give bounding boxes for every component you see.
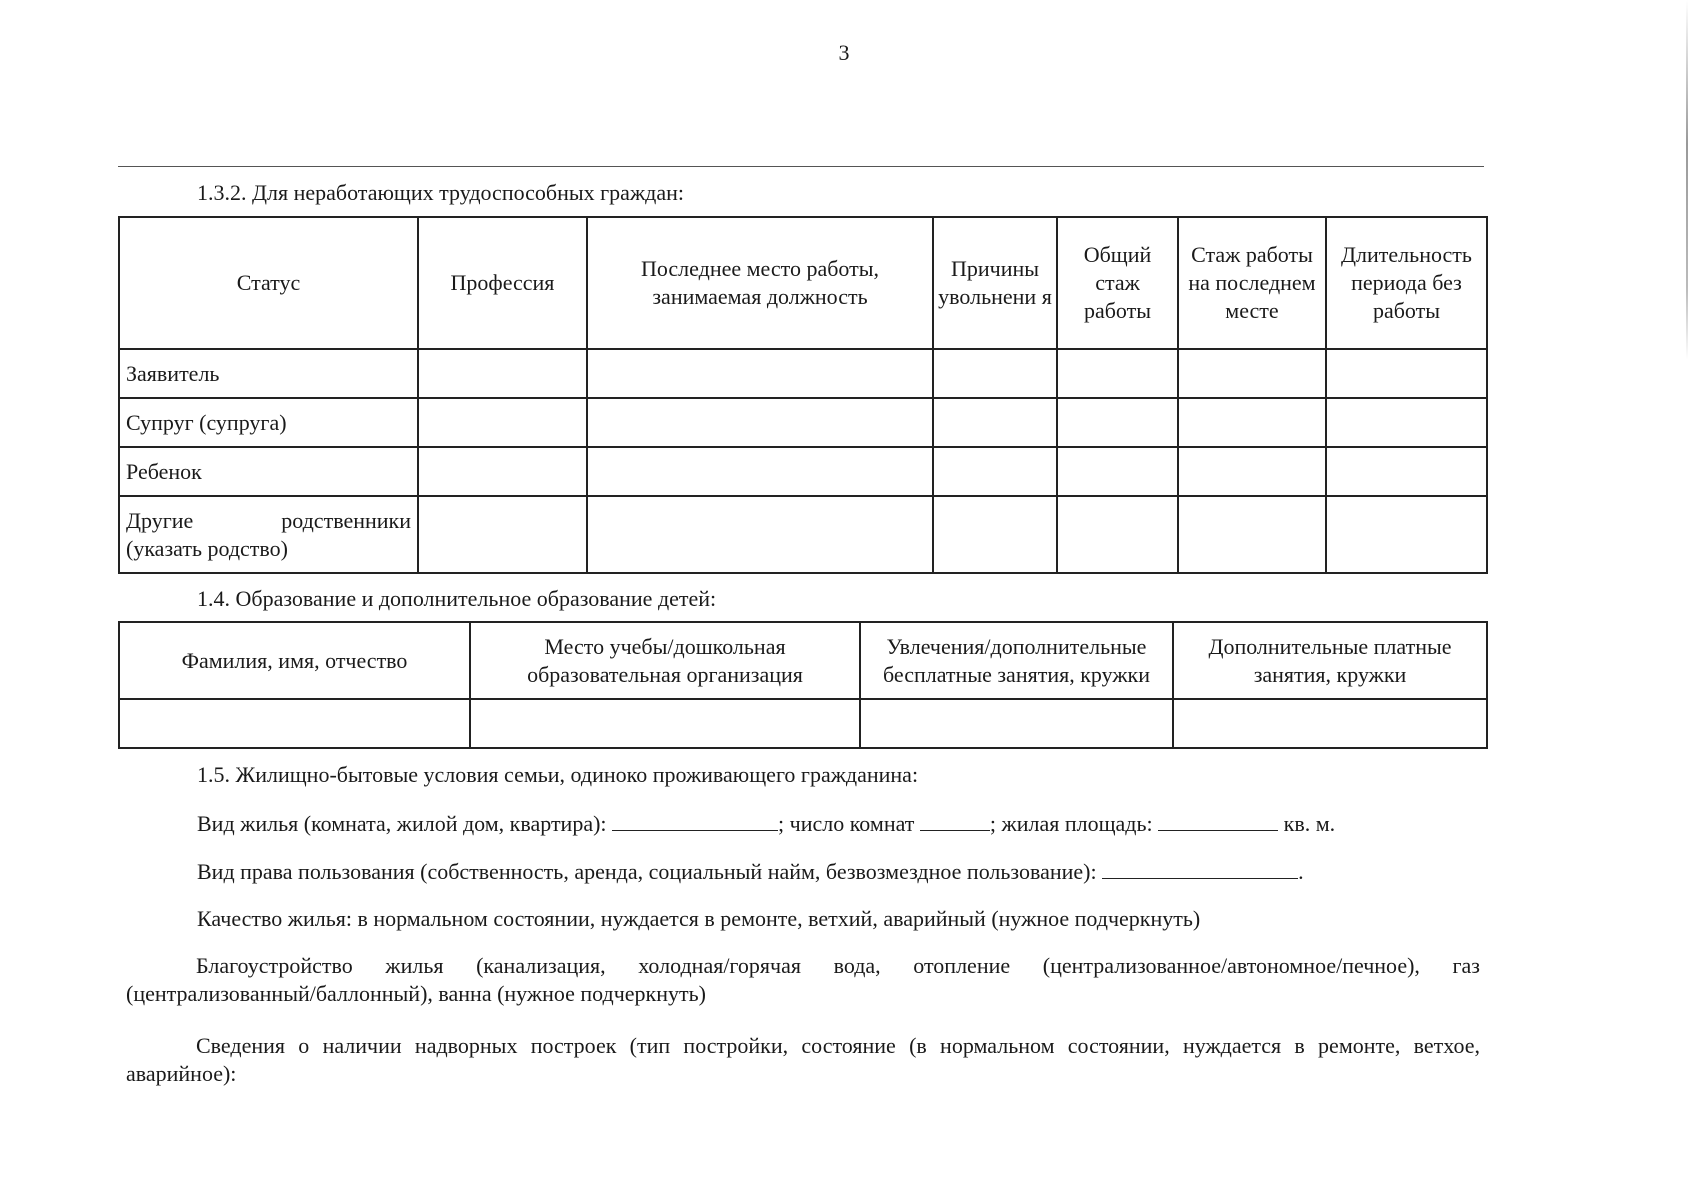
table-cell[interactable]	[587, 398, 933, 447]
rooms-label: ; число комнат	[778, 811, 915, 836]
row-label-child: Ребенок	[119, 447, 418, 496]
section-heading-1-5: 1.5. Жилищно-бытовые условия семьи, одиноко проживающего гражданина:	[197, 762, 919, 787]
column-header-status: Статус	[119, 217, 418, 349]
table-cell[interactable]	[587, 447, 933, 496]
page-number: 3	[838, 40, 850, 65]
table-cell[interactable]	[418, 496, 587, 573]
area-unit: кв. м.	[1283, 811, 1336, 836]
column-header-unemployment-duration: Длительность периода без работы	[1326, 217, 1487, 349]
table-row	[119, 496, 1487, 573]
table-cell[interactable]	[1326, 496, 1487, 573]
table-row	[119, 699, 1487, 748]
right-of-use-line	[197, 858, 1304, 885]
children-education-table	[118, 621, 1488, 749]
table-header-row	[119, 622, 1487, 699]
right-of-use-end: .	[1298, 859, 1304, 884]
column-header-last-workplace: Последнее место работы, занимаемая должность	[587, 217, 933, 349]
table-cell[interactable]	[418, 349, 587, 398]
table-cell[interactable]	[587, 349, 933, 398]
table-cell[interactable]	[1178, 349, 1326, 398]
table-cell[interactable]	[860, 699, 1173, 748]
other-relatives-line-2: (указать родство)	[126, 535, 288, 561]
table-cell[interactable]	[1178, 398, 1326, 447]
housing-type-line	[197, 810, 1335, 837]
housing-quality-line: Качество жилья: в нормальном состоянии, нуждается в ремонте, ветхий, аварийный (нужное подчеркнуть)	[197, 906, 1201, 931]
other-relatives-word-1: Другие	[126, 507, 194, 533]
area-blank[interactable]	[1158, 810, 1278, 831]
table-cell[interactable]	[1057, 398, 1178, 447]
row-label-applicant: Заявитель	[119, 349, 418, 398]
section-heading-1-3-2: 1.3.2. Для неработающих трудоспособных граждан:	[197, 180, 684, 205]
area-label: ; жилая площадь:	[989, 811, 1153, 836]
column-header-total-experience: Общий стаж работы	[1057, 217, 1178, 349]
unemployed-citizens-table	[118, 216, 1488, 574]
outbuildings-paragraph: Сведения о наличии надворных построек (тип постройки, состояние (в нормальном состоянии, нуждается в ремонте, ветхое, аварийное):	[126, 1033, 1480, 1086]
table-row	[119, 447, 1487, 496]
table-cell[interactable]	[587, 496, 933, 573]
amenities-paragraph: Благоустройство жилья (канализация, холодная/горячая вода, отопление (централизованное/автономное/печное), газ (централизованный/баллонный), ванна (нужное подчеркнуть)	[126, 953, 1480, 1006]
rooms-blank[interactable]	[920, 810, 990, 831]
table-cell[interactable]	[933, 496, 1057, 573]
table-cell[interactable]	[1178, 496, 1326, 573]
table-cell[interactable]	[1178, 447, 1326, 496]
table-cell[interactable]	[1057, 496, 1178, 573]
table-cell[interactable]	[933, 349, 1057, 398]
right-of-use-label: Вид права пользования (собственность, аренда, социальный найм, безвозмездное пользование):	[197, 859, 1097, 884]
table-cell[interactable]	[1057, 447, 1178, 496]
table-cell[interactable]	[1326, 349, 1487, 398]
section-heading-1-4: 1.4. Образование и дополнительное образование детей:	[197, 586, 717, 611]
table-cell[interactable]	[119, 699, 470, 748]
column-header-study-place: Место учебы/дошкольная образовательная организация	[470, 622, 860, 699]
table-cell[interactable]	[470, 699, 860, 748]
column-header-profession: Профессия	[418, 217, 587, 349]
table-cell[interactable]	[1326, 447, 1487, 496]
column-header-dismissal-reasons: Причины увольнени я	[933, 217, 1057, 349]
column-header-full-name: Фамилия, имя, отчество	[119, 622, 470, 699]
table-cell[interactable]	[418, 398, 587, 447]
column-header-free-activities: Увлечения/дополнительные бесплатные занятия, кружки	[860, 622, 1173, 699]
table-cell[interactable]	[1173, 699, 1487, 748]
table-header-row	[119, 217, 1487, 349]
column-header-paid-activities: Дополнительные платные занятия, кружки	[1173, 622, 1487, 699]
right-of-use-blank[interactable]	[1102, 858, 1298, 879]
table-cell[interactable]	[1326, 398, 1487, 447]
table-cell[interactable]	[418, 447, 587, 496]
housing-type-label: Вид жилья (комната, жилой дом, квартира):	[197, 811, 607, 836]
header-rule	[118, 166, 1484, 167]
housing-type-blank[interactable]	[612, 810, 778, 831]
row-label-spouse: Супруг (супруга)	[119, 398, 418, 447]
table-row	[119, 398, 1487, 447]
table-cell[interactable]	[933, 447, 1057, 496]
table-cell[interactable]	[933, 398, 1057, 447]
other-relatives-word-2: родственники	[281, 507, 411, 533]
table-cell[interactable]	[1057, 349, 1178, 398]
table-row	[119, 349, 1487, 398]
column-header-last-place-experience: Стаж работы на последнем месте	[1178, 217, 1326, 349]
row-label-other-relatives	[119, 496, 418, 573]
